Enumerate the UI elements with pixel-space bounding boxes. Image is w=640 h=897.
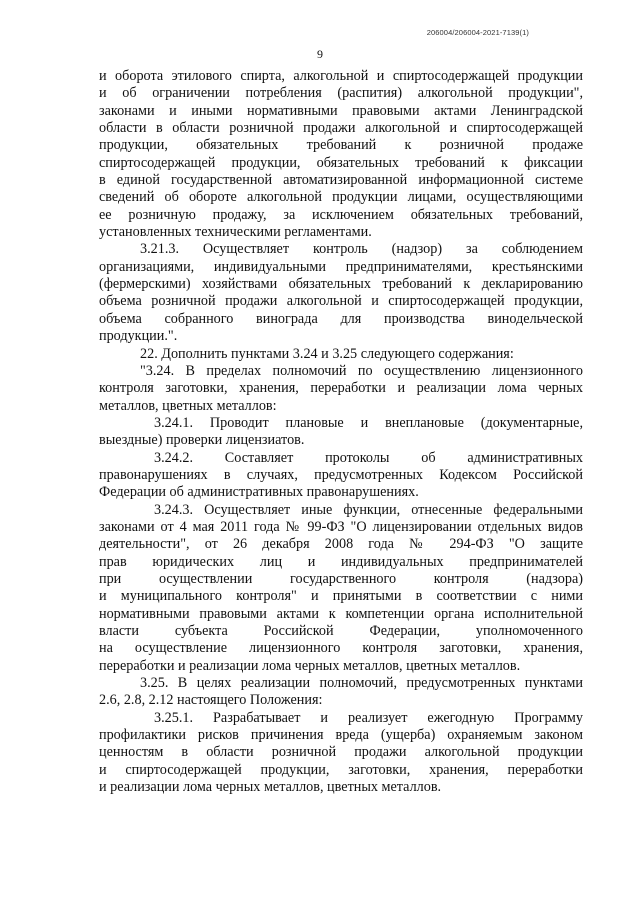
text-line: законами и иными нормативными правовыми актами Ленинградской bbox=[99, 102, 583, 119]
text-line: области в области розничной продажи алкогольной и спиртосодержащей bbox=[99, 120, 583, 137]
text-line: выездные) проверки лицензиатов. bbox=[99, 432, 305, 449]
document-registration-id: 206004/206004-2021-7139(1) bbox=[426, 28, 529, 37]
paragraph-3-21-3-start: 3.21.3. Осуществляет контроль (надзор) за соблюдением bbox=[140, 241, 583, 258]
text-line: нормативными правовыми актами к компетенции органа исполнительной bbox=[99, 605, 583, 622]
text-line: власти субъекта Российской Федерации, уполномоченного bbox=[99, 623, 583, 639]
paragraph-3-25-start: 3.25. В целях реализации полномочий, предусмотренных пунктами bbox=[140, 675, 583, 692]
text-line: прав юридических лиц и индивидуальных предпринимателей bbox=[99, 553, 583, 570]
text-line: металлов, цветных металлов: bbox=[99, 397, 277, 414]
text-line: объема розничной продажи алкогольной и спиртосодержащей продукции, bbox=[99, 293, 583, 310]
text-line: правонарушениях в случаях, предусмотренных Кодексом Российской bbox=[99, 466, 583, 483]
text-line: установленных техническими регламентами. bbox=[99, 224, 372, 241]
text-line: продукции.". bbox=[99, 328, 178, 345]
text-line: деятельности", от 26 декабря 2008 года № 294-ФЗ "О защите bbox=[99, 536, 583, 553]
text-line: ценностям в области розничной продажи алкогольной продукции bbox=[99, 744, 583, 761]
text-line: Федерации об административных правонарушениях. bbox=[99, 484, 419, 501]
text-line: и об ограничении потребления (распития) алкогольной продукции", bbox=[99, 85, 583, 102]
text-line: спиртосодержащей продукции, обязательных требований к фиксации bbox=[99, 154, 583, 171]
paragraph-3-24-3-start: 3.24.3. Осуществляет иные функции, отнесенные федеральными bbox=[154, 501, 583, 518]
text-line: и оборота этилового спирта, алкогольной и спиртосодержащей продукции bbox=[99, 68, 583, 84]
paragraph-3-24-start: "3.24. В пределах полномочий по осуществлению лицензионного bbox=[140, 362, 583, 379]
text-line: профилактики рисков причинения вреда (ущерба) охраняемым законом bbox=[99, 727, 583, 744]
text-line: объема собранного винограда для производства винодельческой bbox=[99, 310, 583, 327]
paragraph-3-24-2-start: 3.24.2. Составляет протоколы об административных bbox=[154, 449, 583, 466]
text-line: на осуществление лицензионного контроля заготовки, хранения, bbox=[99, 640, 583, 657]
text-line: сведений об обороте алкогольной продукции лицами, осуществляющими bbox=[99, 189, 583, 206]
text-line: и спиртосодержащей продукции, заготовки, хранения, переработки bbox=[99, 761, 583, 778]
text-line: организациями, индивидуальными предпринимателями, крестьянскими bbox=[99, 258, 583, 275]
paragraph-3-25-1-start: 3.25.1. Разрабатывает и реализует ежегодную Программу bbox=[154, 709, 583, 726]
text-line: и муниципального контроля" и принятыми в соответствии с ними bbox=[99, 588, 583, 605]
text-line: 2.6, 2.8, 2.12 настоящего Положения: bbox=[99, 692, 323, 709]
text-line: (фермерскими) хозяйствами обязательных требований к декларированию bbox=[99, 276, 583, 293]
page-number: 9 bbox=[317, 47, 323, 61]
text-line: контроля заготовки, хранения, переработки и реализации лома черных bbox=[99, 380, 583, 397]
text-line: переработки и реализации лома черных металлов, цветных металлов. bbox=[99, 657, 521, 674]
text-line: при осуществлении государственного контроля (надзора) bbox=[99, 570, 583, 587]
paragraph-22-start: 22. Дополнить пунктами 3.24 и 3.25 следующего содержания: bbox=[140, 345, 514, 362]
text-line: в единой государственной автоматизированной информационной системе bbox=[99, 172, 583, 189]
text-line: ее розничную продажу, за исключением обязательных требований, bbox=[99, 206, 583, 223]
text-line: законами от 4 мая 2011 года № 99-ФЗ "О лицензировании отдельных видов bbox=[99, 518, 583, 535]
text-line: и реализации лома черных металлов, цветных металлов. bbox=[99, 779, 442, 796]
paragraph-3-24-1-start: 3.24.1. Проводит плановые и внеплановые (документарные, bbox=[154, 414, 583, 431]
document-body bbox=[99, 68, 583, 796]
text-line: продукции, обязательных требований к розничной продаже bbox=[99, 137, 583, 154]
